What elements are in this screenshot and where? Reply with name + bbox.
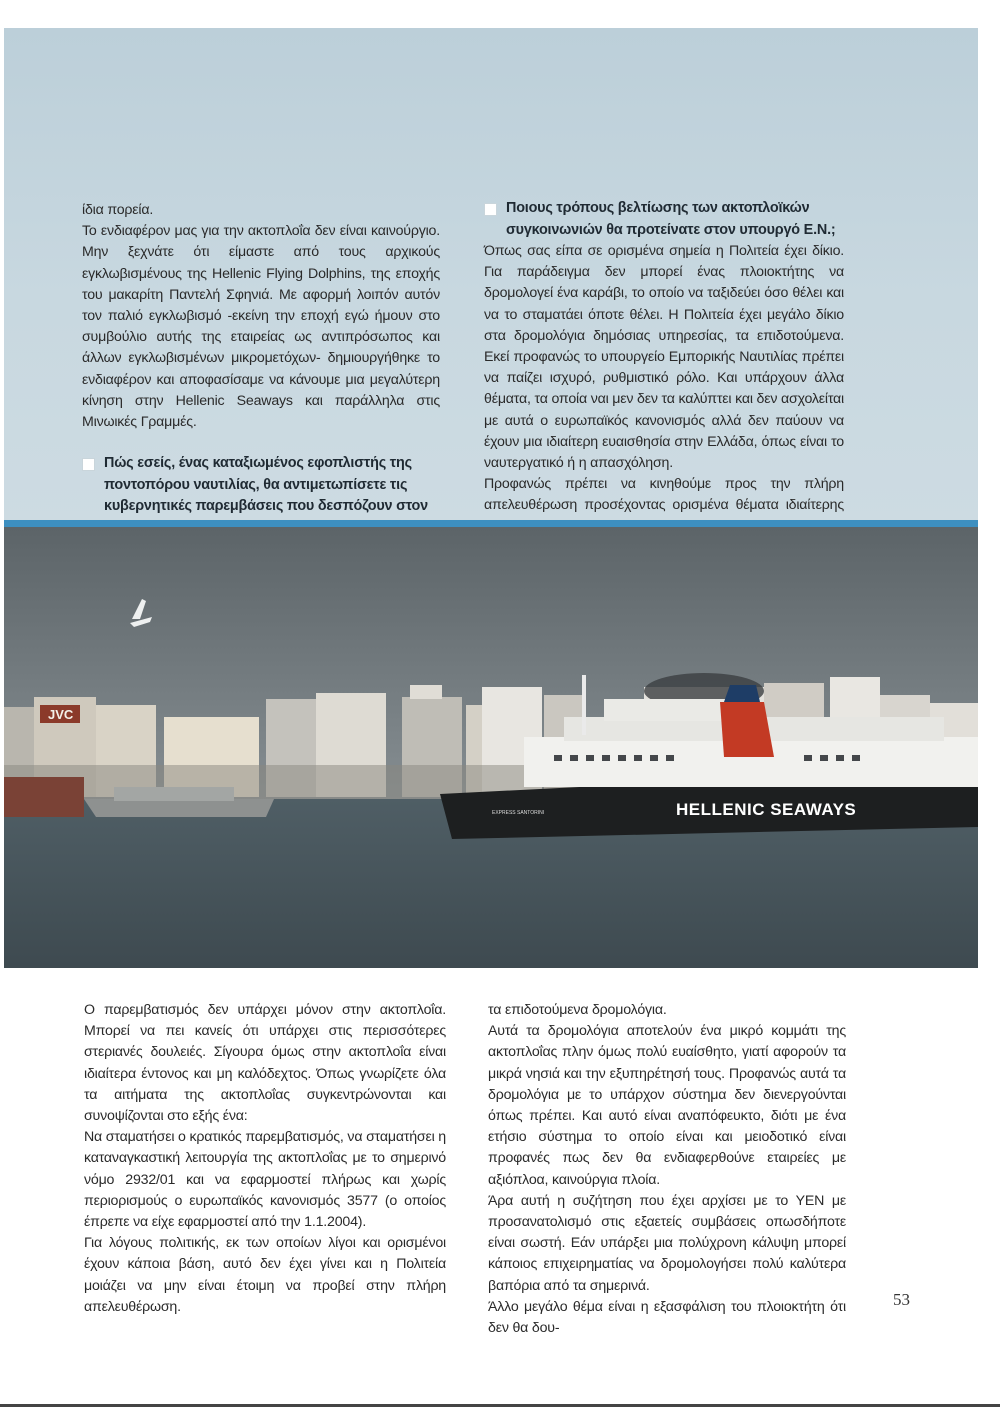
right-top-column [484,198,844,538]
harbor-photo [4,527,978,968]
page-number: 53 [893,1290,910,1309]
right-bottom-column [488,1000,846,1339]
left-top-column [82,200,440,539]
interview-question [484,198,844,241]
moored-ship [4,777,84,817]
paragraph: Αυτά τα δρομολόγια αποτελούν ένα μικρό κομμάτι της ακτοπλοΐας πλην όμως πολύ ευαίσθητο, γιατί αφορούν τα μικρά νησιά και την εξυπηρέτησή τους. Προφανώς αυτά τα δρομολόγια με το υπάρχον σύστημα δεν διενεργούνται όπως πρέπει. Και αυτό είναι αναπόφευκτο, διότι με ένα ετήσιο σύστημα το οποίο είναι και μειοδοτικό είναι προφανές πως δεν θα ενδιαφερθούνε εταιρείες με αξιόπλοα, καινούργια πλοία. [488,1023,846,1188]
text-panel-top [4,968,978,998]
paragraph: Το ενδιαφέρον μας για την ακτοπλοΐα δεν είναι καινούργιο. Μην ξεχνάτε ότι είμαστε από τους αρχικούς εγκλωβισμένους της Hellenic Flying Dolphins, της εποχής του μακαρίτη Παντελή Σφηνιά. Με αφορμή λοιπόν αυτόν τον παλιό εγκλωβισμό -εκείνη την εποχή εγώ ήμουν στο συμβούλιο αυτής της εταιρείας ως αντιπρόσωπος και άλλων εγκλωβισμένων μικρομετόχων- δημιουργήθηκε το ενδιαφέρον και αποφασίσαμε να κάνουμε μια μεγαλύτερη κίνηση στην Hellenic Seaways και παράλληλα στις Μινωικές Γραμμές. [82,223,440,431]
question-text: Ποιους τρόπους βελτίωσης των ακτοπλοϊκών συγκοινωνιών θα προτείνατε στον υπουργό Ε.Ν.; [506,200,836,238]
section-divider [4,520,978,527]
left-bottom-column [84,1000,446,1318]
paragraph: Άλλο μεγάλο θέμα είναι η εξασφάλιση του πλοιοκτήτη ότι δεν θα δου- [488,1298,846,1337]
ship-brand-text: HELLENIC SEAWAYS [676,800,857,819]
question-bullet-icon [82,458,95,471]
paragraph: Όπως σας είπα σε ορισμένα σημεία η Πολιτεία έχει δίκιο. Για παράδειγμα δεν μπορεί ένας πλοιοκτήτης να δρομολογεί ένα καράβι, το οποίο να ταξιδεύει όσο θέλει και να το σταματάει όποτε θέλει. Η Πολιτεία έχει μεγάλο δίκιο στα δρομολόγια δημόσιας υπηρεσίας, τα επιδοτούμενα. Εκεί προφανώς το υπουργείο Εμπορικής Ναυτιλίας πρέπει να παίζει ισχυρό, ρυθμιστικό ρόλο. Και υπάρχουν άλλα θέματα, τα οποία ναι μεν δεν τα καλύπτει και δεν ασχολείται με αυτά ο ευρωπαϊκός κανονισμός αλλά δεν παύουν να έχουν μια ιδιαίτερη ευαισθησία στην Ελλάδα, όπως είναι το ναυτεργατικό ή η απασχόληση. [484,243,844,472]
paragraph: ίδια πορεία. [82,202,154,218]
paragraph: Για λόγους πολιτικής, εκ των οποίων λίγοι και ορισμένοι έχουν κάποια βάση, αυτό δεν έχει γίνει και η Πολιτεία μοιάζει να μην είναι έτοιμη να προβεί στην πλήρη απελευθέρωση. [84,1235,446,1315]
naval-vessel [84,799,274,817]
page-bottom-edge [0,1404,1000,1407]
paragraph: Άρα αυτή η συζήτηση που έχει αρχίσει με το ΥΕΝ με προσανατολισμό στις εξαετείς συμβάσεις οπωσδήποτε είναι σωστή. Εάν υπάρξει μια πολύχρονη κάλυψη μπορεί κάποιος επιχειρηματίας να δρομολογήσει πολύ καλύτερα βαπόρια από τα σημερινά. [488,1192,846,1294]
question-bullet-icon [484,203,497,216]
question-text: Πώς εσείς, ένας καταξιωμένος εφοπλιστής της ποντοπόρου ναυτιλίας, θα αντιμετωπίσετε τις κυβερνητικές παρεμβάσεις που δεσπόζουν στον [104,455,428,515]
paragraph: Ο παρεμβατισμός δεν υπάρχει μόνον στην ακτοπλοΐα. Μπορεί να πει κανείς ότι υπάρχει στις περισσότερες στεριανές δουλειές. Σίγουρα όμως στην ακτοπλοΐα είναι ιδιαίτερα έντονος και μη καλόδεχτος. Όπως γνωρίζετε όλα τα αιτήματα της ακτοπλοΐας συγκεντρώνονται και συνοψίζονται στο εξής ένα: [84,1002,446,1125]
paragraph: Προφανώς πρέπει να κινηθούμε προς την πλήρη απελευθέρωση προσέχοντας ορισμένα θέματα ιδιαίτερης [484,476,844,514]
paragraph: Να σταματήσει ο κρατικός παρεμβατισμός, να σταματήσει η καταναγκαστική λειτουργία της ακτοπλοΐας με το σημερινό νόμο 2932/01 και να εφαρμοστεί πλήρως και χωρίς περιορισμούς ο ευρωπαϊκός κανονισμός 3577 (ο οποίος έπρεπε να είχε εφαρμοστεί από την 1.1.2004). [84,1129,446,1231]
building-sign: JVC [48,707,74,722]
paragraph: τα επιδοτούμενα δρομολόγια. [488,1002,667,1018]
ship-name-text: EXPRESS SANTORINI [492,810,545,816]
